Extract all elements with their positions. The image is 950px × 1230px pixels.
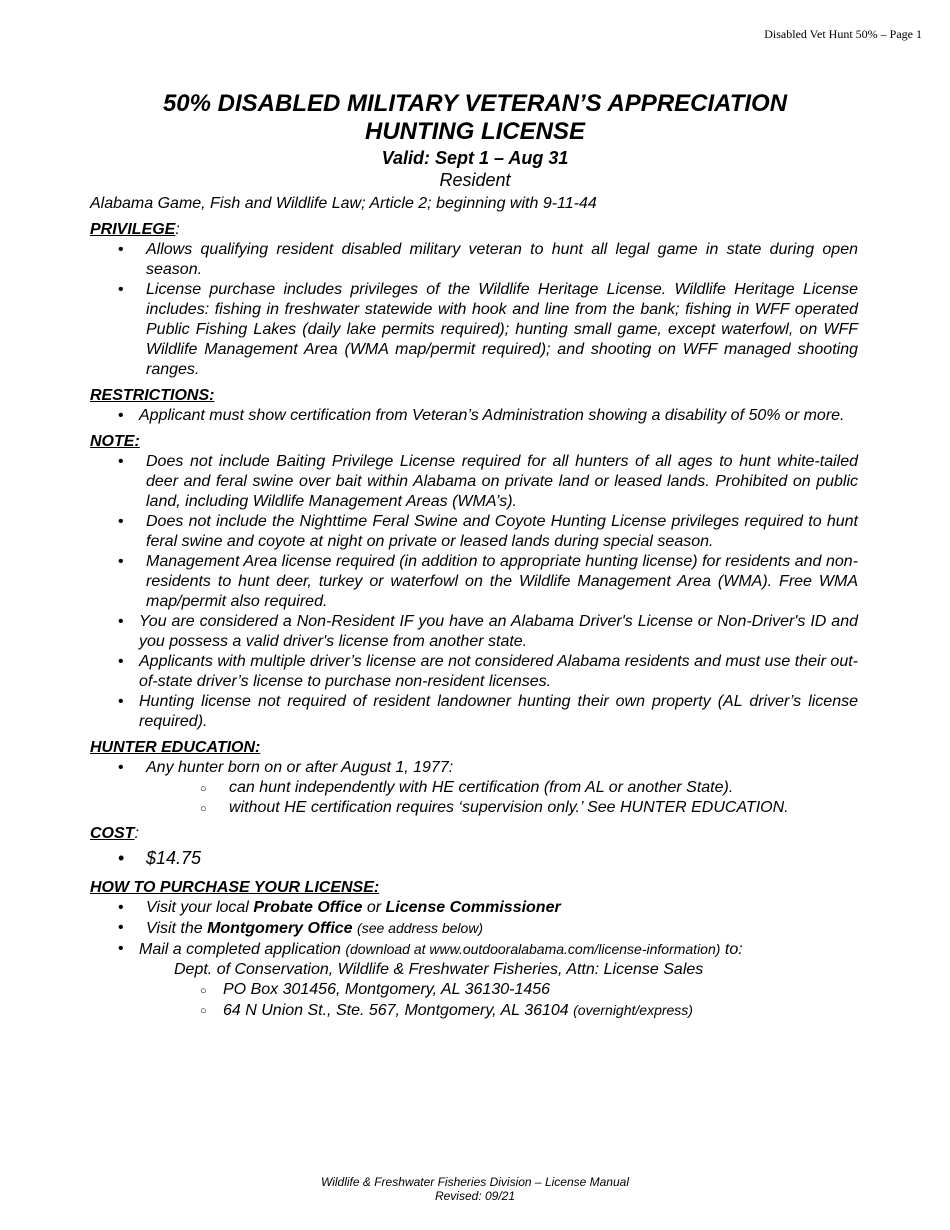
footer-revision: Revised: 09/21 xyxy=(434,1189,516,1203)
purchase-option-local xyxy=(90,898,858,918)
cost-heading: COST xyxy=(90,825,135,842)
purchase-local-prefix: Visit your local xyxy=(146,899,249,916)
mail-address-text: 64 N Union St., Ste. 567, Montgomery, AL 36104 xyxy=(223,1002,569,1019)
hunter-education-list xyxy=(90,758,858,778)
mail-address-text: PO Box 301456, Montgomery, AL 36130-1456 xyxy=(223,981,551,998)
note-list-continued xyxy=(90,612,858,732)
purchase-list-mail xyxy=(90,939,858,960)
restrictions-heading: RESTRICTIONS: xyxy=(90,387,215,404)
montgomery-office-note: (see address below) xyxy=(357,920,484,936)
sub-list-item: ○ can hunt independently with HE certification (from AL or another State). xyxy=(90,778,858,798)
montgomery-office-label: Montgomery Office xyxy=(207,920,353,937)
mail-suffix: to: xyxy=(724,941,743,958)
list-item: • License purchase includes privileges of the Wildlife Heritage License. Wildlife Heritage License includes: fishing in freshwater statewide with hook and line from the bank; fishing in WFF operated Public Fishing Lakes (daily lake permits required); hunting small game, except waterfowl, on WFF Wildlife Management Area (WMA map/permit required); and shooting on WFF managed shooting ranges. xyxy=(90,280,858,380)
hunter-education-section xyxy=(90,738,858,818)
purchase-section xyxy=(90,878,858,1021)
list-item: • Allows qualifying resident disabled military veteran to hunt all legal game in state during open season. xyxy=(90,240,858,280)
hunter-education-heading: HUNTER EDUCATION: xyxy=(90,739,261,756)
list-item: • Does not include the Nighttime Feral Swine and Coyote Hunting License privileges required to hunt feral swine and coyote at night on private or leased lands during special season. xyxy=(90,512,858,552)
privilege-heading: PRIVILEGE xyxy=(90,221,176,238)
probate-office-label: Probate Office xyxy=(253,899,363,916)
mail-address-note: (overnight/express) xyxy=(573,1002,693,1018)
purchase-montgomery-prefix: Visit the xyxy=(146,920,203,937)
hunter-education-sublist xyxy=(90,778,858,818)
sub-list-item: ○ without HE certification requires ‘supervision only.’ See HUNTER EDUCATION. xyxy=(90,798,858,818)
mail-address xyxy=(90,980,858,1000)
validity-period: Valid: Sept 1 – Aug 31 xyxy=(381,148,569,168)
purchase-local-or: or xyxy=(366,899,382,916)
law-reference: Alabama Game, Fish and Wildlife Law; Article 2; beginning with 9-11-44 xyxy=(90,195,597,212)
mail-prefix: Mail a completed application xyxy=(139,941,341,958)
document-title-line2: HUNTING LICENSE xyxy=(364,118,585,145)
mail-address xyxy=(90,1000,858,1021)
download-note: (download at www.outdooralabama.com/license-information) xyxy=(345,941,721,957)
list-item: • Hunting license not required of resident landowner hunting their own property (AL driver’s license required). xyxy=(90,692,858,732)
cost-list xyxy=(90,846,858,870)
document-title-line1: 50% DISABLED MILITARY VETERAN’S APPRECIATION xyxy=(162,90,788,117)
residency-type: Resident xyxy=(439,170,511,190)
license-commissioner-label: License Commissioner xyxy=(385,899,561,916)
list-item: • Management Area license required (in addition to appropriate hunting license) for residents and non-residents to hunt deer, turkey or waterfowl on the Wildlife Management Area (WMA). Free WMA map/permit also required. xyxy=(90,552,858,612)
list-item: • Does not include Baiting Privilege License required for all hunters of all ages to hunt white-tailed deer and feral swine over bait within Alabama on private land or leased lands. Prohibited on public land, including Wildlife Management Areas (WMA’s). xyxy=(90,452,858,512)
mail-address-list xyxy=(90,980,858,1021)
purchase-heading: HOW TO PURCHASE YOUR LICENSE: xyxy=(90,879,380,896)
list-item: • Applicant must show certification from Veteran’s Administration showing a disability of 50% or more. xyxy=(90,406,858,426)
list-item: • Any hunter born on or after August 1, 1977: xyxy=(90,758,858,778)
note-heading: NOTE: xyxy=(90,433,140,450)
restrictions-section xyxy=(90,386,858,426)
purchase-option-mail xyxy=(90,939,858,960)
list-item: • Applicants with multiple driver’s license are not considered Alabama residents and must use their out-of-state driver’s license to purchase non-resident licenses. xyxy=(90,652,858,692)
page-header: Disabled Vet Hunt 50% – Page 1 xyxy=(764,27,922,41)
purchase-option-montgomery xyxy=(90,918,858,939)
mail-recipient: Dept. of Conservation, Wildlife & Freshwater Fisheries, Attn: License Sales xyxy=(174,961,704,978)
privilege-section: PRIVILEGE: • Allows qualifying resident disabled military veteran to hunt all legal game in state during open season. • License purchase includes privileges of the Wildlife Heritage License. Wildlife Heritage License includes: fishing in freshwater statewide with hook and line from the bank; fishing in WFF operated Public Fishing Lakes (daily lake permits required); hunting small game, except waterfowl, on WFF Wildlife Management Area (WMA map/permit required); and shooting on WFF managed shooting ranges. xyxy=(90,220,858,380)
privilege-list xyxy=(90,240,858,380)
note-list xyxy=(90,452,858,612)
purchase-list xyxy=(90,898,858,939)
note-section xyxy=(90,432,858,732)
cost-amount: • $14.75 xyxy=(90,846,858,870)
footer-manual-title: Wildlife & Freshwater Fisheries Division – License Manual xyxy=(320,1175,629,1189)
page-footer xyxy=(0,1175,950,1203)
list-item: • You are considered a Non-Resident IF you have an Alabama Driver's License or Non-Driver's ID and you possess a valid driver's license from another state. xyxy=(90,612,858,652)
restrictions-list xyxy=(90,406,858,426)
title-block xyxy=(0,90,950,191)
document-body xyxy=(90,194,858,1021)
cost-section: COST: • $14.75 xyxy=(90,824,858,870)
